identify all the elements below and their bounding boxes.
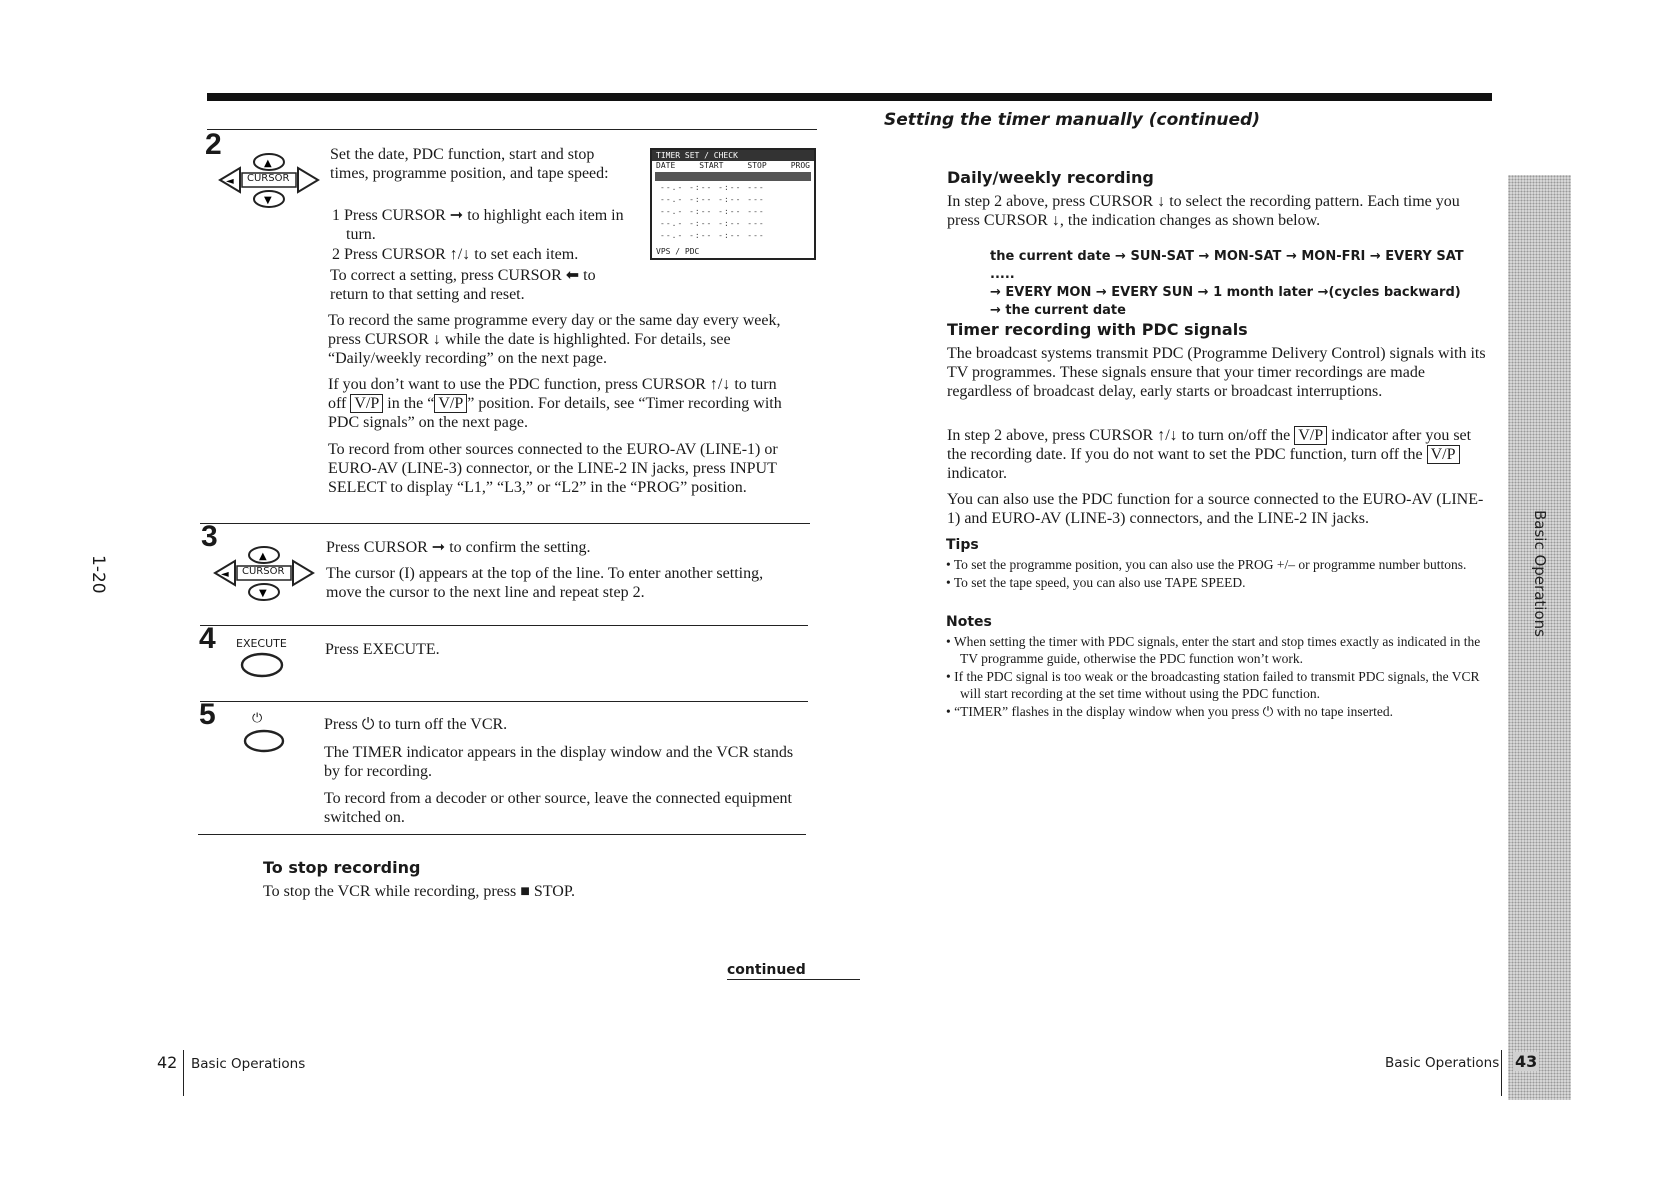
screen-row: --.- -:-- -:-- --- bbox=[660, 195, 765, 204]
svg-text:▲: ▲ bbox=[259, 551, 267, 562]
notes-heading: Notes bbox=[946, 614, 992, 630]
pdc-p3: You can also use the PDC function for a source connected to the EURO-AV (LINE-1) and EURO-AV (LINE-3) connectors, and the LINE-2 IN jacks. bbox=[947, 491, 1484, 527]
svg-text:▲: ▲ bbox=[264, 158, 272, 169]
step2-correct: To correct a setting, press CURSOR ⬅ to return to that setting and reset. bbox=[330, 267, 596, 303]
step-number-2: 2 bbox=[205, 128, 222, 161]
footer-divider bbox=[183, 1050, 184, 1096]
svg-text:◄: ◄ bbox=[226, 176, 234, 187]
daily-text: In step 2 above, press CURSOR ↓ to select the recording pattern. Each time you press CURSOR ↓, the indication changes as shown below. bbox=[947, 193, 1460, 229]
note-item: • If the PDC signal is too weak or the broadcasting station failed to transmit PDC signals, the VCR will start recording at the set time without using the PDC function. bbox=[946, 669, 1480, 701]
svg-text:▼: ▼ bbox=[259, 588, 267, 599]
screen-highlight-row bbox=[655, 172, 811, 181]
vp-key-box: V/P bbox=[1294, 426, 1327, 445]
step2-para3: To record from other sources connected to the EURO-AV (LINE-1) or EURO-AV (LINE-3) connector, or the LINE-2 IN jacks, press INPUT SELECT to display “L1,” “L3,” or “L2” in the “PROG” position. bbox=[328, 441, 778, 496]
tips-heading: Tips bbox=[946, 537, 979, 553]
step3-top-rule bbox=[200, 523, 810, 524]
pdc-p1: The broadcast systems transmit PDC (Programme Delivery Control) signals with its TV programmes. These signals ensure that your timer recordings are made regardless of broadcast delay, early starts or broadcast interruptions. bbox=[947, 345, 1486, 400]
screen-row: --.- -:-- -:-- --- bbox=[660, 219, 765, 228]
svg-text:▼: ▼ bbox=[264, 195, 272, 206]
step2-sub2: 2 Press CURSOR ↑/↓ to set each item. bbox=[332, 246, 579, 263]
stop-heading: To stop recording bbox=[263, 858, 421, 877]
step4-top-rule bbox=[200, 625, 808, 626]
right-page-title: Setting the timer manually (continued) bbox=[884, 110, 1260, 130]
step-number-3: 3 bbox=[201, 520, 218, 553]
svg-text:◄: ◄ bbox=[221, 569, 229, 580]
step2-sub1: 1 Press CURSOR ➞ to highlight each item in turn. bbox=[332, 207, 624, 243]
note-item: • “TIMER” flashes in the display window when you press ⏻ with no tape inserted. bbox=[946, 704, 1393, 719]
daily-sequence bbox=[990, 248, 1490, 320]
vp-key-box: V/P bbox=[350, 394, 383, 413]
step5-line2: The TIMER indicator appears in the display window and the VCR stands by for recording. bbox=[324, 744, 794, 780]
step2-para1: To record the same programme every day or the same day every week, press CURSOR ↓ while the date is highlighted. For details, see “Daily/weekly recording” on the next page. bbox=[328, 312, 781, 367]
screen-col-date: DATE bbox=[656, 161, 676, 170]
execute-label: EXECUTE bbox=[236, 637, 287, 650]
tips-list bbox=[946, 556, 1491, 591]
step2-top-rule bbox=[207, 129, 817, 130]
step5-bottom-rule bbox=[198, 834, 806, 835]
step4-line1: Press EXECUTE. bbox=[325, 641, 440, 658]
pdc-heading: Timer recording with PDC signals bbox=[947, 320, 1248, 339]
left-footer-section: Basic Operations bbox=[191, 1056, 306, 1072]
screen-col-start: START bbox=[699, 161, 724, 170]
daily-seq-2: → EVERY MON → EVERY SUN → 1 month later →(cycles backward) bbox=[990, 285, 1461, 300]
power-button-icon bbox=[242, 728, 286, 754]
daily-seq-3: → the current date bbox=[990, 303, 1126, 318]
step2-para2: If you don’t want to use the PDC function, press CURSOR ↑/↓ to turn off V/P in the “ V/P ” position. For details, see “Timer recording with PDC signals” on the next page. bbox=[328, 376, 782, 431]
step5-top-rule bbox=[200, 701, 808, 702]
execute-button-icon bbox=[240, 652, 284, 678]
notes-list bbox=[946, 633, 1491, 720]
step3-line2: The cursor (I) appears at the top of the line. To enter another setting, move the cursor to the next line and repeat step 2. bbox=[326, 565, 764, 601]
continued-label: continued bbox=[727, 962, 860, 980]
screen-footer: VPS / PDC bbox=[656, 247, 700, 256]
pdc-p2: In step 2 above, press CURSOR ↑/↓ to turn on/off the V/P indicator after you set the recording date. If you do not want to set the PDC function, turn off the V/P indicator. bbox=[947, 427, 1472, 482]
side-page-number: 1-20 bbox=[88, 555, 108, 594]
timer-screen-illustration bbox=[650, 148, 816, 260]
screen-row: --.- -:-- -:-- --- bbox=[660, 207, 765, 216]
section-tab-label: Basic Operations bbox=[1531, 510, 1549, 637]
right-footer-section: Basic Operations bbox=[1385, 1055, 1500, 1071]
left-page-number: 42 bbox=[157, 1053, 178, 1072]
right-page-number: 43 bbox=[1515, 1052, 1538, 1071]
power-symbol-icon: ⏻ bbox=[252, 711, 263, 726]
screen-col-stop: STOP bbox=[747, 161, 767, 170]
screen-columns bbox=[652, 161, 814, 171]
step5-line1: Press ⏻ to turn off the VCR. bbox=[324, 716, 508, 733]
tip-item: • To set the tape speed, you can also use TAPE SPEED. bbox=[946, 575, 1246, 590]
top-bar bbox=[207, 93, 1492, 101]
daily-heading: Daily/weekly recording bbox=[947, 168, 1154, 187]
step-number-5: 5 bbox=[199, 698, 216, 731]
stop-text: To stop the VCR while recording, press ■ STOP. bbox=[263, 883, 575, 900]
footer-divider bbox=[1501, 1050, 1502, 1096]
screen-row: --.- -:-- -:-- --- bbox=[660, 231, 765, 240]
cursor-label-step2: CURSOR bbox=[247, 173, 290, 184]
daily-seq-1: the current date → SUN-SAT → MON-SAT → MON-FRI → EVERY SAT ..... bbox=[990, 249, 1464, 282]
vp-key-box: V/P bbox=[434, 394, 467, 413]
screen-row: --.- -:-- -:-- --- bbox=[660, 183, 765, 192]
step3-line1: Press CURSOR ➞ to confirm the setting. bbox=[326, 539, 591, 556]
vp-key-box: V/P bbox=[1427, 445, 1460, 464]
cursor-label-step3: CURSOR bbox=[242, 566, 285, 577]
note-item: • When setting the timer with PDC signals, enter the start and stop times exactly as indicated in the TV programme guide, otherwise the PDC function won’t work. bbox=[946, 634, 1481, 666]
tip-item: • To set the programme position, you can also use the PROG +/– or programme number buttons. bbox=[946, 557, 1467, 572]
step5-line3: To record from a decoder or other source, leave the connected equipment switched on. bbox=[324, 790, 792, 826]
screen-col-prog: PROG bbox=[790, 161, 810, 170]
screen-header: TIMER SET / CHECK bbox=[652, 150, 814, 161]
step-number-4: 4 bbox=[199, 622, 216, 655]
step2-intro: Set the date, PDC function, start and stop times, programme position, and tape speed: bbox=[330, 146, 609, 182]
